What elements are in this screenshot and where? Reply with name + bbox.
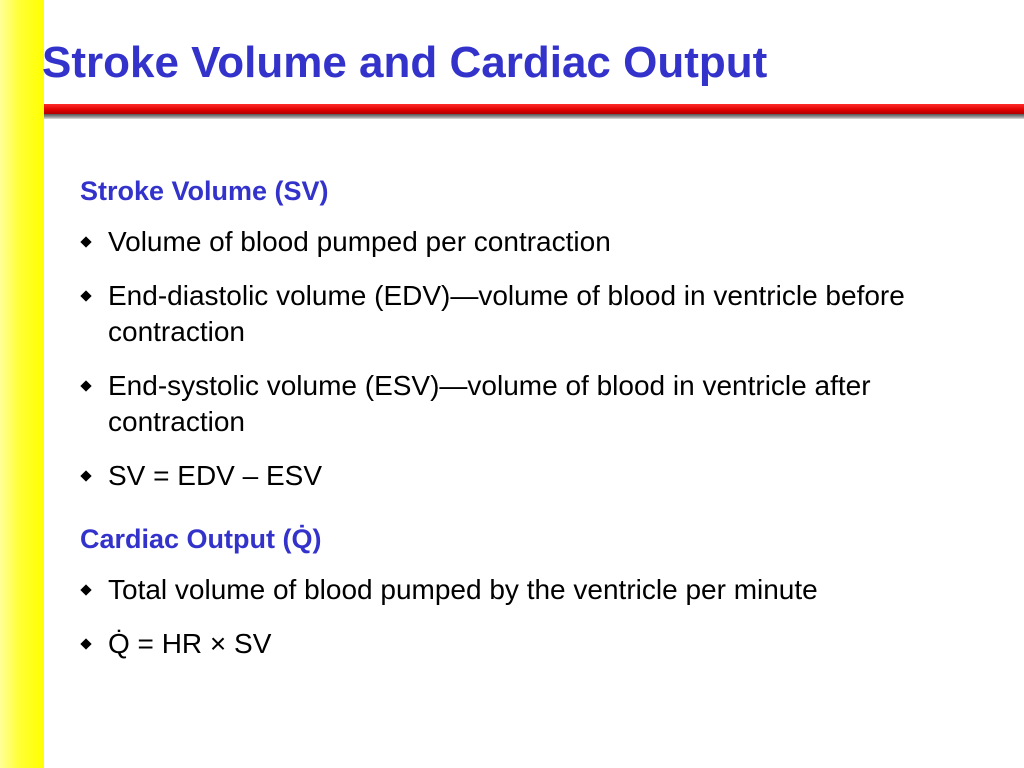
diamond-bullet-icon [80, 380, 91, 391]
title-divider-red [44, 104, 1024, 114]
diamond-bullet-icon [80, 584, 91, 595]
bullet-list-stroke-volume [80, 224, 1000, 494]
diamond-bullet-icon [80, 470, 91, 481]
bullet-item [80, 626, 1000, 662]
section-stroke-volume [80, 172, 1000, 494]
bullet-text: Total volume of blood pumped by the ventricle per minute [108, 574, 818, 605]
section-cardiac-output [80, 520, 1000, 662]
bullet-text: End-diastolic volume (EDV)—volume of blood in ventricle before contraction [108, 280, 905, 347]
title-divider [44, 104, 1024, 118]
bullet-list-cardiac-output [80, 572, 1000, 662]
bullet-text: SV = EDV – ESV [108, 460, 322, 491]
bullet-item [80, 458, 1000, 494]
section-heading-cardiac-output: Cardiac Output (Q̇) [80, 524, 322, 554]
left-accent-band [0, 0, 44, 768]
diamond-bullet-icon [80, 638, 91, 649]
bullet-item [80, 368, 1000, 440]
section-heading-stroke-volume: Stroke Volume (SV) [80, 176, 329, 206]
bullet-text: End-systolic volume (ESV)—volume of blood in ventricle after contraction [108, 370, 871, 437]
bullet-item [80, 224, 1000, 260]
slide-title: Stroke Volume and Cardiac Output [42, 38, 768, 87]
title-divider-shadow [44, 114, 1024, 119]
bullet-text: Q̇ = HR × SV [108, 628, 272, 659]
slide-content [80, 172, 1000, 662]
diamond-bullet-icon [80, 236, 91, 247]
bullet-text: Volume of blood pumped per contraction [108, 226, 611, 257]
diamond-bullet-icon [80, 290, 91, 301]
bullet-item [80, 278, 1000, 350]
bullet-item [80, 572, 1000, 608]
